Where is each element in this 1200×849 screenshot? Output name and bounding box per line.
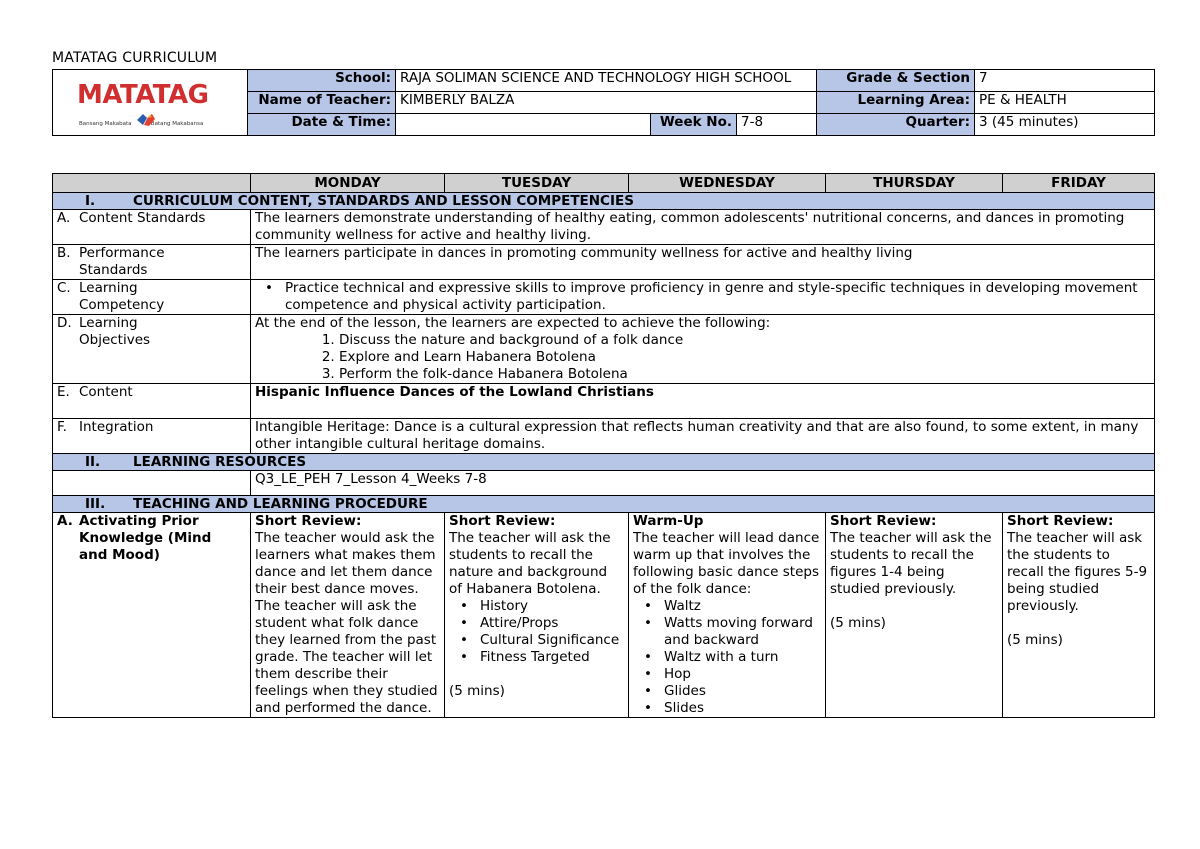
content-standards-text: The learners demonstrate understanding of healthy eating, common adolescents' nutritional concerns, and dances in promoting community wellness for active and healthy living. bbox=[251, 210, 1155, 245]
resource-reference: Q3_LE_PEH 7_Lesson 4_Weeks 7-8 bbox=[251, 471, 1155, 496]
day-header-monday: MONDAY bbox=[251, 174, 445, 193]
monday-activity bbox=[251, 513, 445, 718]
row-label-performance-standards: B. Performance Standards bbox=[53, 245, 251, 280]
matatag-logo bbox=[55, 73, 245, 133]
tuesday-list-item: • Cultural Significance bbox=[480, 632, 624, 649]
day-header-wednesday: WEDNESDAY bbox=[629, 174, 826, 193]
header-table bbox=[52, 69, 1155, 136]
grade-section-value: 7 bbox=[975, 70, 1155, 92]
monday-activity-text: The teacher would ask the learners what makes them dance and let them dance their best dance moves. The teacher will ask the student what folk dance they learned from the past grade. The teacher will let them describe their feelings when they studied and performed the dance. bbox=[255, 530, 438, 716]
row-label-learning-objectives: D. Learning Objectives bbox=[53, 315, 251, 384]
section-heading-curriculum: I. CURRICULUM CONTENT, STANDARDS AND LESSON COMPETENCIES bbox=[53, 193, 1155, 210]
section-heading-procedure: III. TEACHING AND LEARNING PROCEDURE bbox=[53, 496, 1155, 513]
tuesday-list-item: • Attire/Props bbox=[480, 615, 624, 632]
objectives-intro: At the end of the lesson, the learners are expected to achieve the following: bbox=[255, 315, 771, 331]
logo-heart-icon bbox=[135, 113, 157, 127]
wednesday-list-item: • Slides bbox=[664, 700, 821, 717]
teacher-label: Name of Teacher: bbox=[248, 92, 396, 114]
row-label-learning-competency: C. Learning Competency bbox=[53, 280, 251, 315]
objective-item: 2. Explore and Learn Habanera Botolena bbox=[339, 349, 1150, 366]
wednesday-list-item: • Glides bbox=[664, 683, 821, 700]
thursday-activity bbox=[826, 513, 1003, 718]
objective-item: 1. Discuss the nature and background of a folk dance bbox=[339, 332, 1150, 349]
tuesday-list-item: • History bbox=[480, 598, 624, 615]
day-header-thursday: THURSDAY bbox=[826, 174, 1003, 193]
wednesday-activity-title: Warm-Up bbox=[633, 513, 704, 529]
tuesday-activity-text: The teacher will ask the students to recall the nature and background of Habanera Botolena. bbox=[449, 530, 611, 597]
quarter-label: Quarter: bbox=[817, 114, 975, 136]
friday-time: (5 mins) bbox=[1007, 632, 1063, 648]
tuesday-time: (5 mins) bbox=[449, 683, 505, 699]
page-heading: MATATAG CURRICULUM bbox=[52, 50, 218, 66]
week-label: Week No. bbox=[651, 114, 737, 136]
wednesday-list-item: • Waltz bbox=[664, 598, 821, 615]
friday-activity-title: Short Review: bbox=[1007, 513, 1114, 529]
week-value: 7-8 bbox=[737, 114, 817, 136]
learning-area-label: Learning Area: bbox=[817, 92, 975, 114]
wednesday-activity-text: The teacher will lead dance warm up that involves the following basic dance steps of the folk dance: bbox=[633, 530, 820, 597]
content-text: Hispanic Influence Dances of the Lowland Christians bbox=[251, 384, 1155, 419]
wednesday-list-item: • Watts moving forward and backward bbox=[664, 615, 821, 649]
logo-wordmark: MATATAG bbox=[77, 79, 209, 110]
wednesday-list-item: • Waltz with a turn bbox=[664, 649, 821, 666]
lesson-plan-table bbox=[52, 173, 1155, 718]
objective-item: 3. Perform the folk-dance Habanera Botolena bbox=[339, 366, 1150, 383]
row-label-content: E. Content bbox=[53, 384, 251, 419]
corner-cell bbox=[53, 174, 251, 193]
tuesday-list-item: • Fitness Targeted bbox=[480, 649, 624, 666]
monday-activity-title: Short Review: bbox=[255, 513, 362, 529]
school-value: RAJA SOLIMAN SCIENCE AND TECHNOLOGY HIGH SCHOOL bbox=[396, 70, 817, 92]
quarter-value: 3 (45 minutes) bbox=[975, 114, 1155, 136]
logo-cell bbox=[53, 70, 248, 136]
performance-standards-text: The learners participate in dances in promoting community wellness for active and healthy living bbox=[251, 245, 1155, 280]
tuesday-activity bbox=[445, 513, 629, 718]
date-time-value bbox=[396, 114, 651, 136]
wednesday-list-item: • Hop bbox=[664, 666, 821, 683]
tuesday-activity-title: Short Review: bbox=[449, 513, 556, 529]
day-header-tuesday: TUESDAY bbox=[445, 174, 629, 193]
learning-area-value: PE & HEALTH bbox=[975, 92, 1155, 114]
integration-text: Intangible Heritage: Dance is a cultural expression that reflects human creativity and that are also found, to some extent, in many other intangible cultural heritage domains. bbox=[251, 419, 1155, 454]
competency-bullet: • Practice technical and expressive skills to improve proficiency in genre and style-specific techniques in developing movement competence and physical activity participation. bbox=[285, 280, 1150, 314]
thursday-activity-text: The teacher will ask the students to recall the figures 1-4 being studied previously. bbox=[830, 530, 992, 597]
teacher-value: KIMBERLY BALZA bbox=[396, 92, 817, 114]
row-label-content-standards: A. Content Standards bbox=[53, 210, 251, 245]
date-time-label: Date & Time: bbox=[248, 114, 396, 136]
grade-section-label: Grade & Section bbox=[817, 70, 975, 92]
wednesday-activity bbox=[629, 513, 826, 718]
thursday-activity-title: Short Review: bbox=[830, 513, 937, 529]
school-label: School: bbox=[248, 70, 396, 92]
row-label-integration: F. Integration bbox=[53, 419, 251, 454]
logo-tagline-right: Batang Makabansa bbox=[150, 120, 204, 127]
row-label-activating-prior-knowledge: A. Activating Prior Knowledge (Mind and Mood) bbox=[53, 513, 251, 718]
friday-activity bbox=[1003, 513, 1155, 718]
day-header-friday: FRIDAY bbox=[1003, 174, 1155, 193]
thursday-time: (5 mins) bbox=[830, 615, 886, 631]
section-heading-resources: II. LEARNING RESOURCES bbox=[53, 454, 1155, 471]
friday-activity-text: The teacher will ask the students to recall the figures 5-9 being studied previously. bbox=[1007, 530, 1148, 614]
logo-tagline-left: Bansang Makabata bbox=[79, 120, 132, 127]
